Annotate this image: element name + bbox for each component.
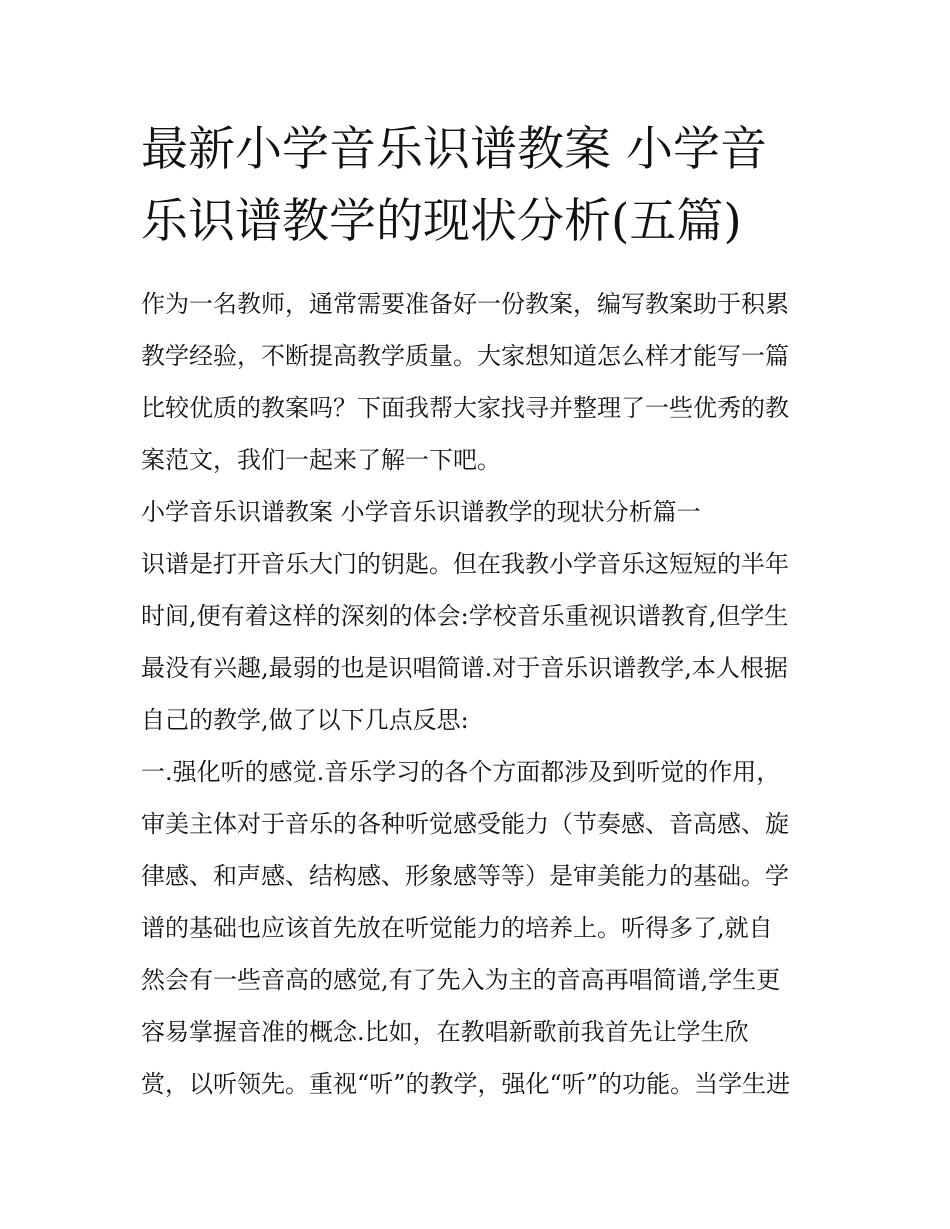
text-line: 比较优质的教案吗？下面我帮大家找寻并整理了一些优秀的教: [141, 394, 789, 422]
text-line: 最没有兴趣,最弱的也是识唱简谱.对于音乐识谱教学,本人根据: [141, 654, 788, 682]
document-title: [141, 114, 813, 258]
text-line: 时间,便有着这样的深刻的体会:学校音乐重视识谱教育,但学生: [141, 602, 789, 630]
text-line: 一.强化听的感觉.音乐学习的各个方面都涉及到听觉的作用，: [141, 758, 781, 786]
document-content: [141, 114, 813, 1110]
title-line: 最新小学音乐识谱教案 小学音: [141, 122, 767, 177]
text-line: 教学经验，不断提高教学质量。大家想知道怎么样才能写一篇: [141, 342, 789, 370]
text-line: 谱的基础也应该首先放在听觉能力的培养上。听得多了,就自: [141, 914, 773, 942]
body-text: [141, 278, 813, 1110]
text-line: 案范文，我们一起来了解一下吧。: [141, 446, 501, 474]
text-line: 容易掌握音准的概念.比如，在教唱新歌前我首先让学生欣: [141, 1018, 749, 1046]
text-line: 识谱是打开音乐大门的钥匙。但在我教小学音乐这短短的半年: [141, 550, 789, 578]
text-line: 律感、和声感、结构感、形象感等等）是审美能力的基础。学: [141, 862, 789, 890]
text-line: 审美主体对于音乐的各种听觉感受能力（节奏感、音高感、旋: [141, 810, 789, 838]
text-line: 赏，以听领先。重视“听”的教学，强化“听”的功能。当学生进: [141, 1070, 791, 1098]
section-heading: 小学音乐识谱教案 小学音乐识谱教学的现状分析篇一: [141, 498, 701, 526]
text-line: 作为一名教师，通常需要准备好一份教案，编写教案助于积累: [141, 290, 789, 318]
title-line: 乐识谱教学的现状分析(五篇): [141, 194, 742, 249]
text-line: 然会有一些音高的感觉,有了先入为主的音高再唱简谱,学生更: [141, 966, 781, 994]
text-line: 自己的教学,做了以下几点反思:: [141, 706, 469, 734]
